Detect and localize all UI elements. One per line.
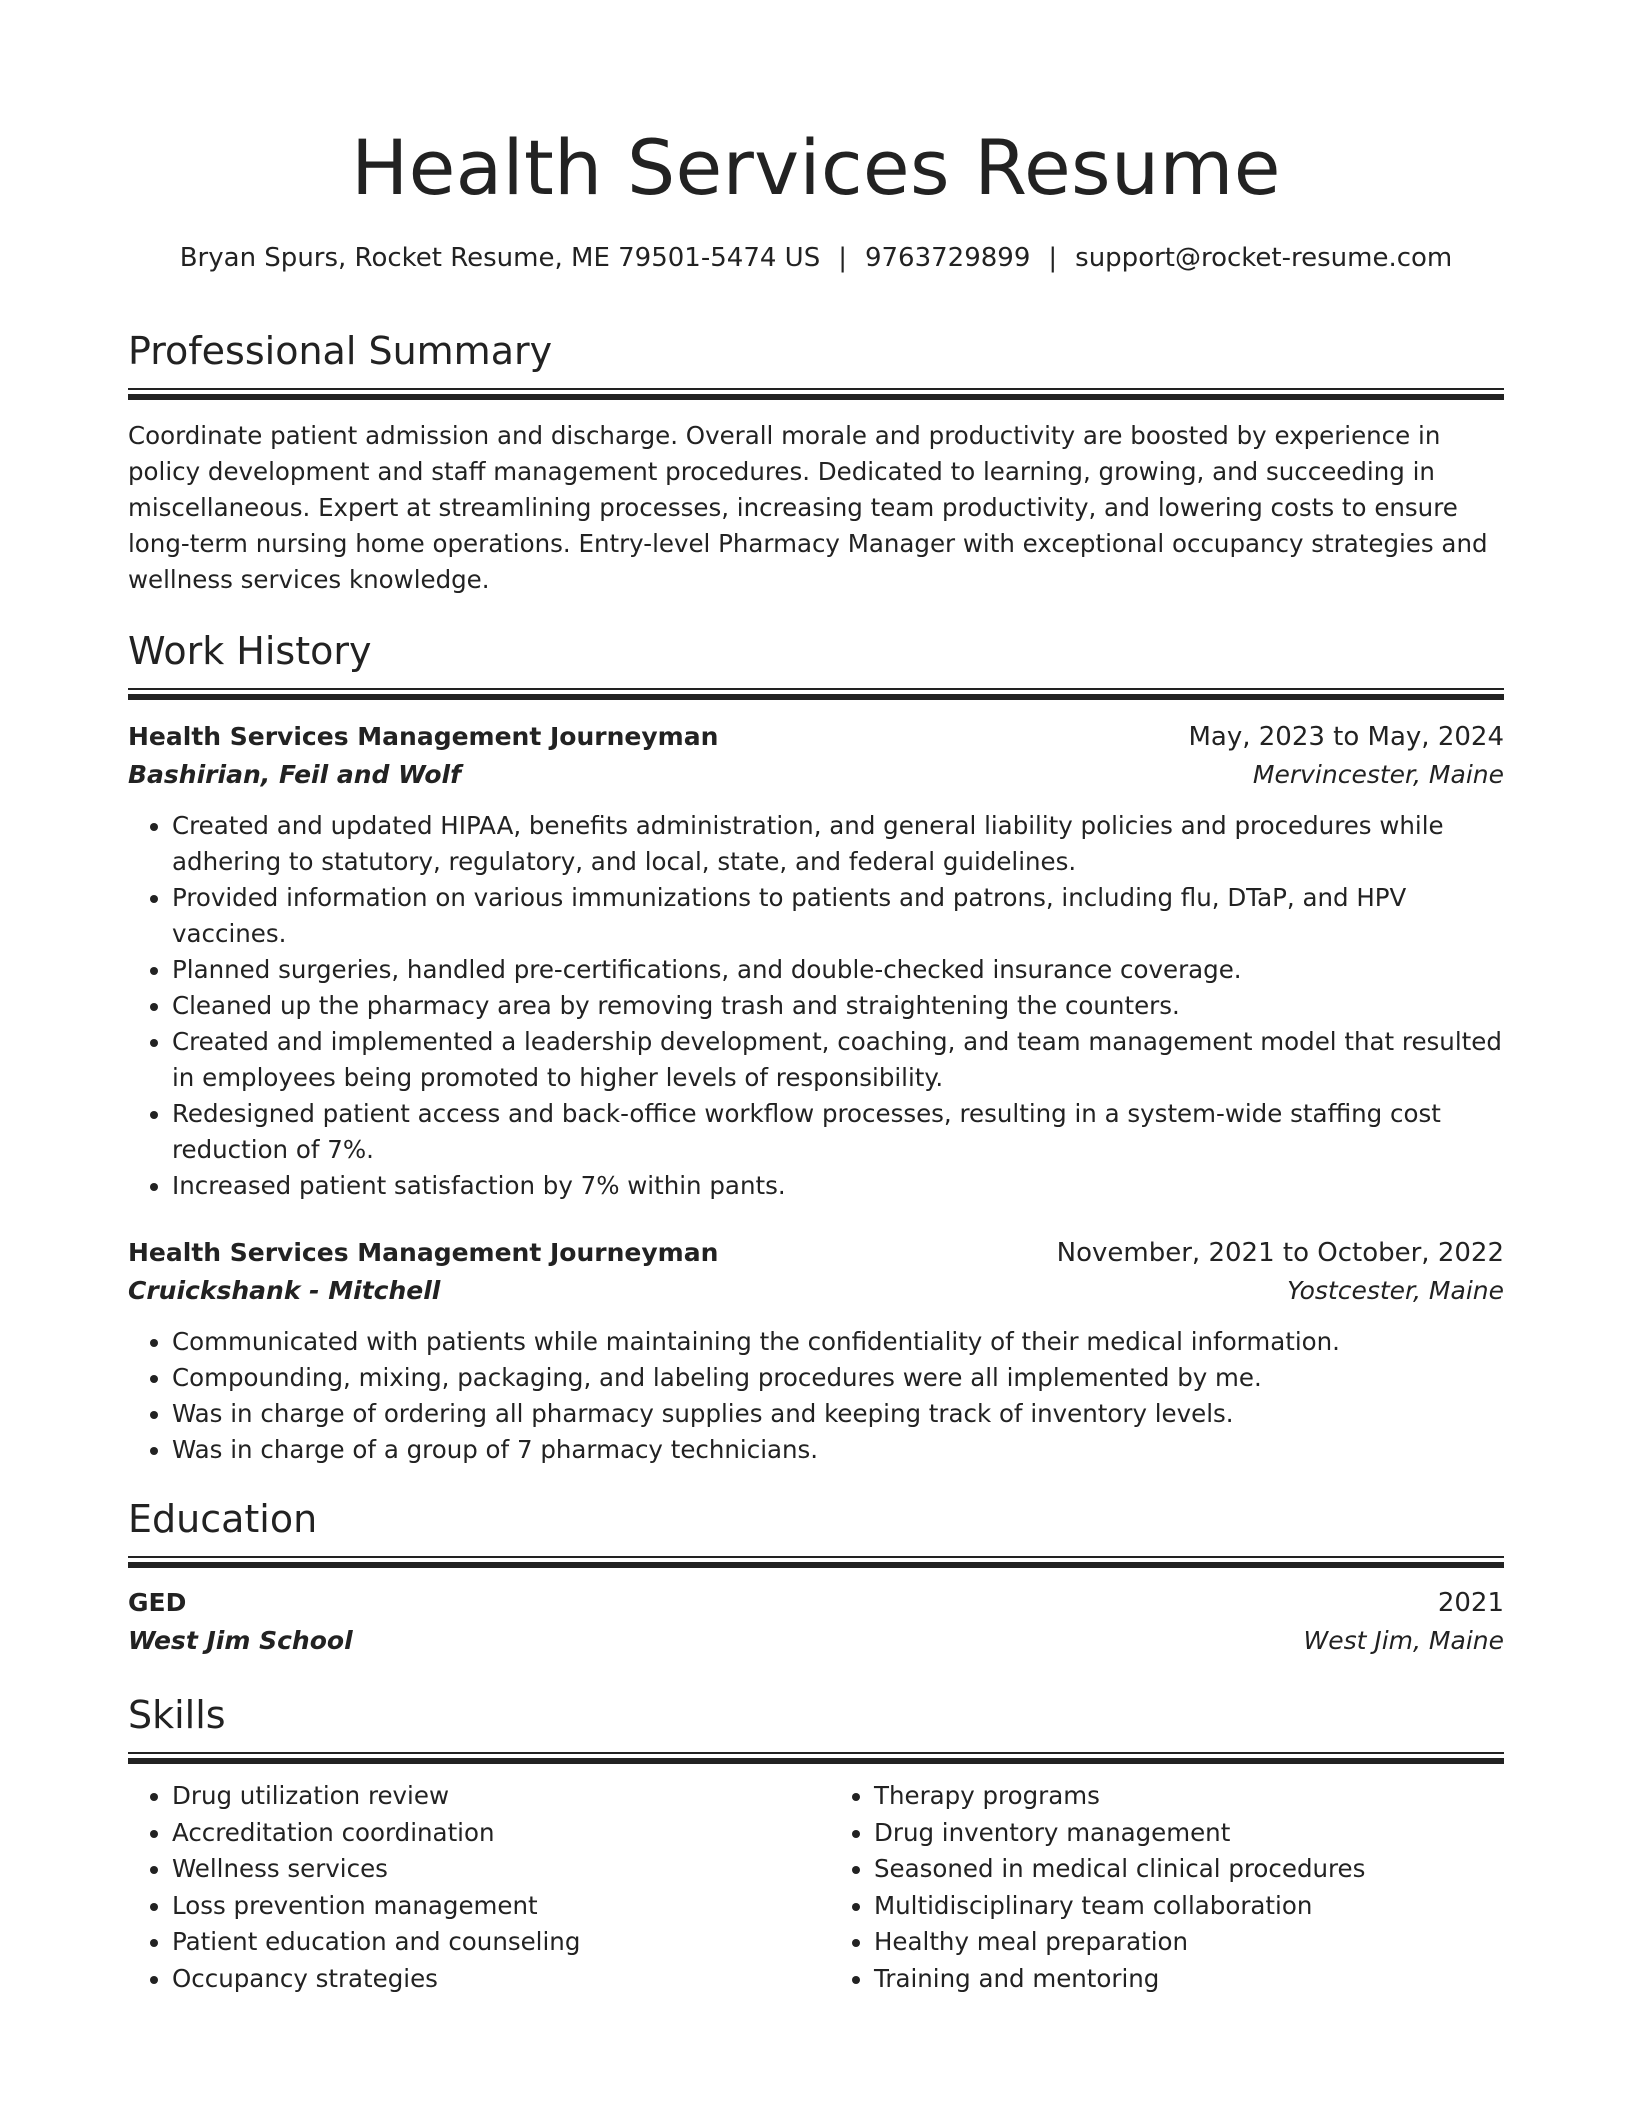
- list-item: • Created and implemented a leadership development, coaching, and team management model that resulted in employees being promoted to higher levels of responsibility.: [172, 1024, 1504, 1096]
- contact-separator: |: [1048, 243, 1058, 273]
- section-divider: [128, 1752, 1504, 1764]
- skill-item: • Drug inventory management: [874, 1815, 1504, 1852]
- resume-title: Health Services Resume: [351, 123, 1281, 212]
- skills-list-left: [128, 1778, 802, 1997]
- skill-item: • Drug utilization review: [172, 1778, 802, 1815]
- education-degree: GED: [128, 1588, 187, 1617]
- skill-item: • Wellness services: [172, 1851, 802, 1888]
- skill-item: • Multidisciplinary team collaboration: [874, 1888, 1504, 1925]
- section-divider: [128, 688, 1504, 700]
- skill-item: • Occupancy strategies: [172, 1961, 802, 1998]
- job-bullets: [128, 1324, 1504, 1468]
- list-item: • Redesigned patient access and back-office workflow processes, resulting in a system-wide staffing cost reduction of 7%.: [172, 1096, 1504, 1168]
- skill-item: • Healthy meal preparation: [874, 1924, 1504, 1961]
- contact-separator: |: [838, 243, 847, 273]
- education-year: 2021: [1437, 1588, 1504, 1618]
- education-section: [128, 1494, 1504, 1660]
- contact-line: [128, 240, 1504, 276]
- list-item: • Cleaned up the pharmacy area by removing trash and straightening the counters.: [172, 988, 1504, 1024]
- work-history-heading: Work History: [128, 629, 372, 673]
- summary-text: Coordinate patient admission and discharge. Overall morale and productivity are boosted by experience in policy development and staff management procedures. Dedicated to learning, growing, and succeeding in miscellaneous. Expert at streamlining processes, increasing team productivity, and lowering costs to ensure long-term nursing home operations. Entry-level Pharmacy Manager with exceptional occupancy strategies and wellness services knowledge.: [128, 421, 1488, 594]
- education-entry: [128, 1584, 1504, 1660]
- job-bullets: [128, 808, 1504, 1204]
- job-location: Yostcester, Maine: [1287, 1276, 1504, 1305]
- skill-item: • Accreditation coordination: [172, 1815, 802, 1852]
- skill-item: • Training and mentoring: [874, 1961, 1504, 1998]
- job-company: Bashirian, Feil and Wolf: [128, 760, 461, 789]
- skills-list-right: [830, 1778, 1504, 1997]
- skills-section: [128, 1690, 1504, 1997]
- skill-item: • Seasoned in medical clinical procedures: [874, 1851, 1504, 1888]
- education-heading: Education: [128, 1497, 318, 1541]
- list-item: • Communicated with patients while maintaining the confidentiality of their medical information.: [172, 1324, 1504, 1360]
- contact-address: Bryan Spurs, Rocket Resume, ME 79501-5474 US: [179, 243, 821, 273]
- job-company: Cruickshank - Mitchell: [128, 1276, 441, 1305]
- education-header-row: [128, 1584, 1504, 1622]
- list-item: • Was in charge of a group of 7 pharmacy technicians.: [172, 1432, 1504, 1468]
- work-history-section: [128, 626, 1504, 1468]
- list-item: • Increased patient satisfaction by 7% within pants.: [172, 1168, 1504, 1204]
- skill-item: • Therapy programs: [874, 1778, 1504, 1815]
- job-location: Mervincester, Maine: [1252, 760, 1504, 789]
- skills-grid: [128, 1778, 1504, 1997]
- job-title: Health Services Management Journeyman: [128, 722, 719, 751]
- summary-heading: Professional Summary: [128, 329, 553, 373]
- job-company-row: [128, 1272, 1504, 1310]
- job-header-row: [128, 1234, 1504, 1272]
- job-title: Health Services Management Journeyman: [128, 1238, 719, 1267]
- contact-email[interactable]: support@rocket-resume.com: [1075, 243, 1453, 273]
- skill-item: • Patient education and counseling: [172, 1924, 802, 1961]
- section-divider: [128, 1556, 1504, 1568]
- contact-phone: 9763729899: [864, 243, 1031, 273]
- job-entry: [128, 1234, 1504, 1468]
- education-location: West Jim, Maine: [1303, 1626, 1504, 1655]
- list-item: • Provided information on various immunizations to patients and patrons, including flu, DTaP, and HPV vaccines.: [172, 880, 1504, 952]
- list-item: • Compounding, mixing, packaging, and labeling procedures were all implemented by me.: [172, 1360, 1504, 1396]
- skills-heading: Skills: [128, 1693, 226, 1737]
- job-dates: May, 2023 to May, 2024: [1188, 722, 1504, 752]
- job-dates: November, 2021 to October, 2022: [1056, 1238, 1504, 1268]
- section-divider: [128, 388, 1504, 400]
- skill-item: • Loss prevention management: [172, 1888, 802, 1925]
- job-entry: [128, 718, 1504, 1204]
- job-company-row: [128, 756, 1504, 794]
- summary-section: [128, 326, 1504, 598]
- list-item: • Was in charge of ordering all pharmacy supplies and keeping track of inventory levels.: [172, 1396, 1504, 1432]
- education-school-row: [128, 1622, 1504, 1660]
- education-school: West Jim School: [128, 1626, 353, 1655]
- list-item: • Planned surgeries, handled pre-certifications, and double-checked insurance coverage.: [172, 952, 1504, 988]
- job-header-row: [128, 718, 1504, 756]
- list-item: • Created and updated HIPAA, benefits administration, and general liability policies and procedures while adhering to statutory, regulatory, and local, state, and federal guidelines.: [172, 808, 1504, 880]
